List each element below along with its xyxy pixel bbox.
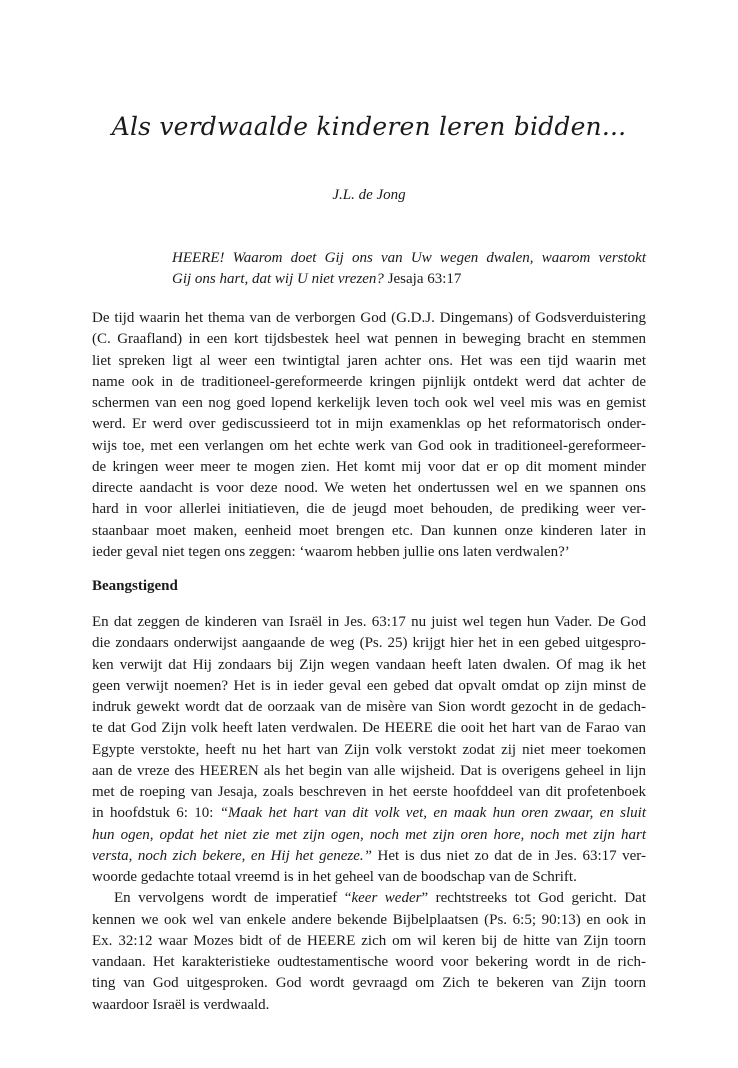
text-line: ieder geval niet tegen ons zeggen: ‘waarom hebben jullie ons laten verdwalen?’ [92,543,570,560]
text-line: name ook in de traditioneel-gereformeerde kringen pijnlijk ontdekt werd dat achter de [92,373,646,390]
text-line: ken verwijt dat Hij zondaars bij Zijn wegen vandaan heeft laten dwalen. Of mag ik het [92,656,646,673]
intro-paragraph [92,308,646,563]
text-line: wijs toe, met een verlangen om het echte werk van God ook in traditioneel-gereformeer- [92,437,646,454]
emphasis: keer weder [351,890,422,907]
text-line: liet spreken ligt al weer een twintigtal jaren achter ons. Het was een tijd waarin met [92,352,646,369]
section-heading: Beangstigend [92,578,178,594]
text-line: kennen we ook wel van enkele andere bekende Bijbelplaatsen (Ps. 6:5; 90:13) en ook in [92,911,646,928]
text-run: Het is dus niet zo dat de in Jes. 63:17 ver- [372,847,646,864]
scripture-quote-line: hun ogen, opdat het niet zie met zijn ogen, noch met zijn oren hore, noch met zijn hart [92,826,646,843]
text-line: woorde gedachte totaal vreemd is in het geheel van de boodschap van de Schrift. [92,869,577,885]
text-run: En vervolgens wordt de imperatief “ [114,890,352,907]
scripture-quote: “Maak het hart van dit volk vet, en maak hun oren zwaar, en sluit [219,805,646,822]
text-line: hard in voor allerlei initiatieven, die de jeugd moet behouden, de prediking weer ver- [92,501,646,518]
text-line: te dat God Zijn volk heeft laten verdwalen. De HEERE die ooit het hart van de Farao van [92,720,646,737]
text-line: (C. Graafland) in een kort tijdsbestek heel wat pennen in beweging bracht en stemmen [92,331,646,348]
text-line: directe aandacht is voor deze nood. We weten het ondertussen wel en we spannen ons [92,480,646,496]
text-line: met de roeping van Jesaja, zoals beschreven in het eerste hoofddeel van dit profetenboek [92,784,646,800]
text-line: geen verwijt noemen? Het is in ieder geval een gebed dat opvalt omdat op zijn minst de [92,677,646,694]
article-title: Als verdwaalde kinderen leren bidden... [111,112,627,141]
text-line: indruk gewekt wordt dat de oorzaak van de misère van Sion wordt gezocht in de gedach- [92,699,646,715]
text-run: ” rechtstreeks tot God gericht. Dat [421,890,647,907]
epigraph [172,248,646,291]
text-line: aan de vreze des HEEREN als het begin van alle wijsheid. Dat is overigens geheel in lijn [92,762,646,779]
text-line: Ex. 32:12 waar Mozes bidt of de HEERE zich om wil keren bij de hitte van Zijn toorn [92,932,646,949]
epigraph-reference: Jesaja 63:17 [383,271,462,288]
text-line [92,888,646,909]
text-line: Egypte verstokte, heeft nu het hart van Zijn volk verstokt zodat zij niet meer toekomen [92,741,646,758]
text-line [92,803,646,824]
text-line: ting van God uitgesproken. God wordt gevraagd om Zich te bekeren van Zijn toorn [92,975,646,992]
text-run: in hoofdstuk 6: 10: [92,805,220,822]
scripture-quote: versta, noch zich bekere, en Hij het geneze.” [92,847,372,864]
epigraph-quote: Gij ons hart, dat wij U niet vrezen? [172,271,384,288]
text-line: vandaan. Het karakteristieke oudtestamentische woord voor bekering wordt in de rich- [92,954,646,970]
text-line: En dat zeggen de kinderen van Israël in Jes. 63:17 nu juist wel tegen hun Vader. De God [92,614,646,630]
epigraph-line [172,269,646,290]
article-author: J.L. de Jong [332,187,406,203]
text-line: die zondaars onderwijst aangaande de weg (Ps. 25) krijgt hier het in een gebed uitgespro- [92,635,646,652]
text-line: schermen van een nog goed lopend kerkelijk leven toch ook wel veel mis was en gemist [92,395,646,411]
epigraph-quote: HEERE! Waarom doet Gij ons van Uw wegen dwalen, waarom verstokt [172,250,646,266]
text-line: werd. Er werd over gediscussieerd tot in mijn examenklas op het reformatorisch onder- [92,416,646,433]
epigraph-line [172,248,646,269]
text-line: waardoor Israël is verdwaald. [92,996,270,1013]
text-line: De tijd waarin het thema van de verborgen God (G.D.J. Dingemans) of Godsverduistering [92,310,646,326]
text-line: staanbaar moet maken, eenheid moet brengen etc. Dan kunnen onze kinderen later in [92,522,646,539]
text-line [92,846,646,867]
text-line: de kringen weer meer te mogen zien. Het komt mij voor dat er op dit moment minder [92,458,646,475]
section-body [92,612,646,1016]
